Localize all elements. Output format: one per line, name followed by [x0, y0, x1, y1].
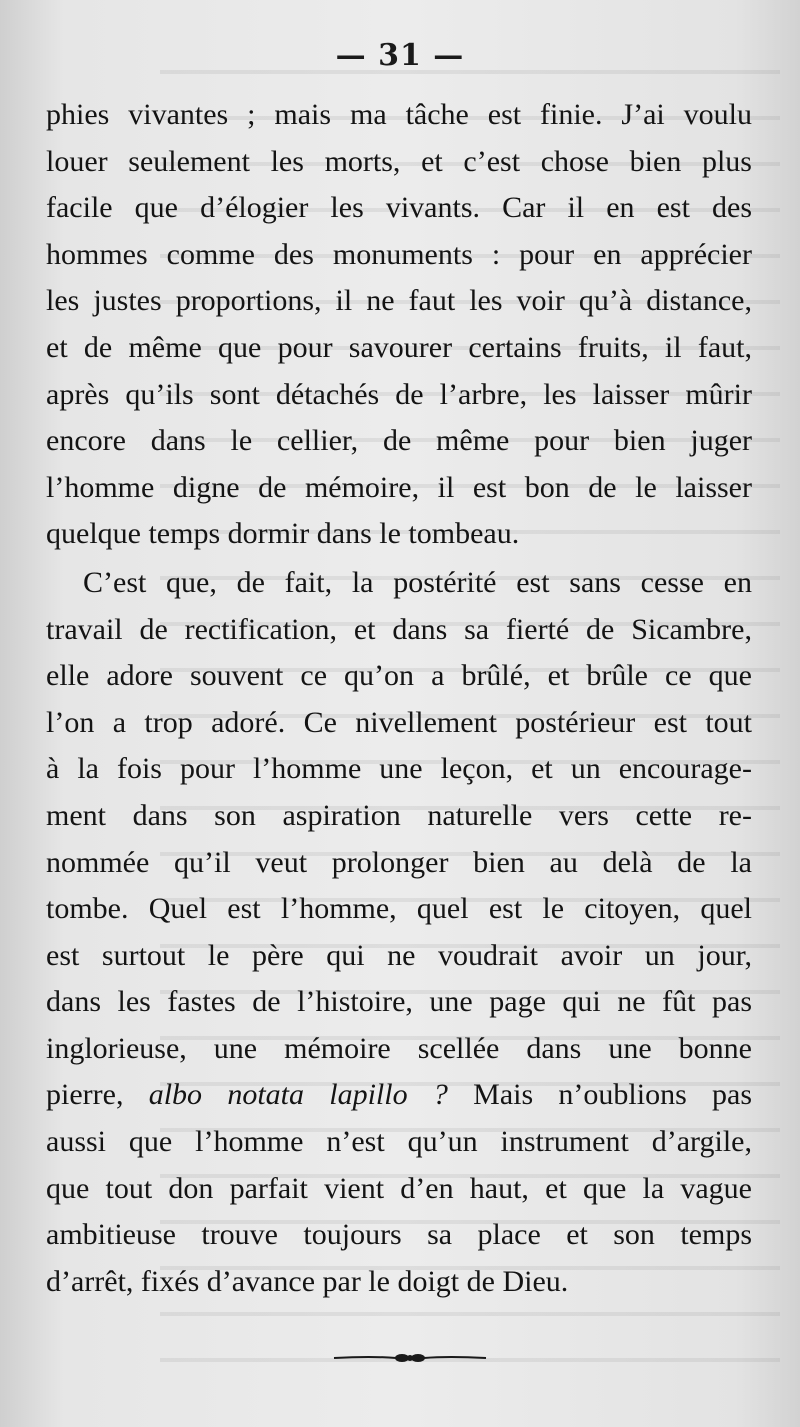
text-line: après qu’ils sont détachés de l’arbre, les laisser mûrir — [46, 377, 752, 411]
text-line: d’arrêt, fixés d’avance par le doigt de Dieu. — [46, 1264, 569, 1298]
text-line: C’est que, de fait, la postérité est sans cesse en — [83, 565, 752, 599]
text-line: est surtout le père qui ne voudrait avoir un jour, — [46, 938, 752, 972]
latin-quote: albo notata lapillo ? — [148, 1078, 448, 1112]
text-line: elle adore souvent ce qu’on a brûlé, et brûle ce que — [46, 659, 752, 693]
text-line: que tout don parfait vient d’en haut, et que la vague — [46, 1171, 752, 1205]
text-line: facile que d’élogier les vivants. Car il en est des — [46, 191, 752, 225]
text-line: à la fois pour l’homme une leçon, et un encourage- — [46, 752, 752, 786]
text-line: ment dans son aspiration naturelle vers cette re- — [46, 798, 752, 832]
text-segment: Mais n’oublions pas — [447, 1078, 752, 1112]
text-line: aussi que l’homme n’est qu’un instrument d’argile, — [46, 1125, 752, 1159]
text-line: hommes comme des monuments : pour en apprécier — [46, 237, 752, 271]
text-line: et de même que pour savourer certains fruits, il faut, — [46, 330, 752, 364]
text-line: l’on a trop adoré. Ce nivellement postérieur est tout — [46, 705, 752, 739]
text-line: l’homme digne de mémoire, il est bon de le laisser — [46, 470, 752, 504]
text-line: dans les fastes de l’histoire, une page qui ne fût pas — [46, 985, 752, 1019]
text-line: nommée qu’il veut prolonger bien au delà de la — [46, 845, 752, 879]
paragraph-1 — [46, 92, 752, 558]
text-line: inglorieuse, une mémoire scellée dans une bonne — [46, 1031, 752, 1065]
text-line: ambitieuse trouve toujours sa place et son temps — [46, 1218, 752, 1252]
text-line: les justes proportions, il ne faut les voir qu’à distance, — [46, 284, 752, 318]
text-line: louer seulement les morts, et c’est chose bien plus — [46, 144, 752, 178]
paragraph-2 — [46, 560, 752, 1306]
text-line: encore dans le cellier, de même pour bien juger — [46, 424, 752, 458]
text-line-with-latin-quote — [46, 1072, 752, 1119]
text-line: travail de rectification, et dans sa fierté de Sicambre, — [46, 612, 752, 646]
text-line: quelque temps dormir dans le tombeau. — [46, 517, 520, 551]
text-line: tombe. Quel est l’homme, quel est le citoyen, quel — [46, 892, 752, 926]
page-number: — 31 — — [335, 38, 465, 73]
tailpiece-ornament-icon — [332, 1346, 488, 1370]
text-segment: pierre, — [46, 1078, 149, 1112]
body-text — [46, 92, 752, 1305]
text-line: phies vivantes ; mais ma tâche est finie. J’ai voulu — [46, 98, 752, 131]
